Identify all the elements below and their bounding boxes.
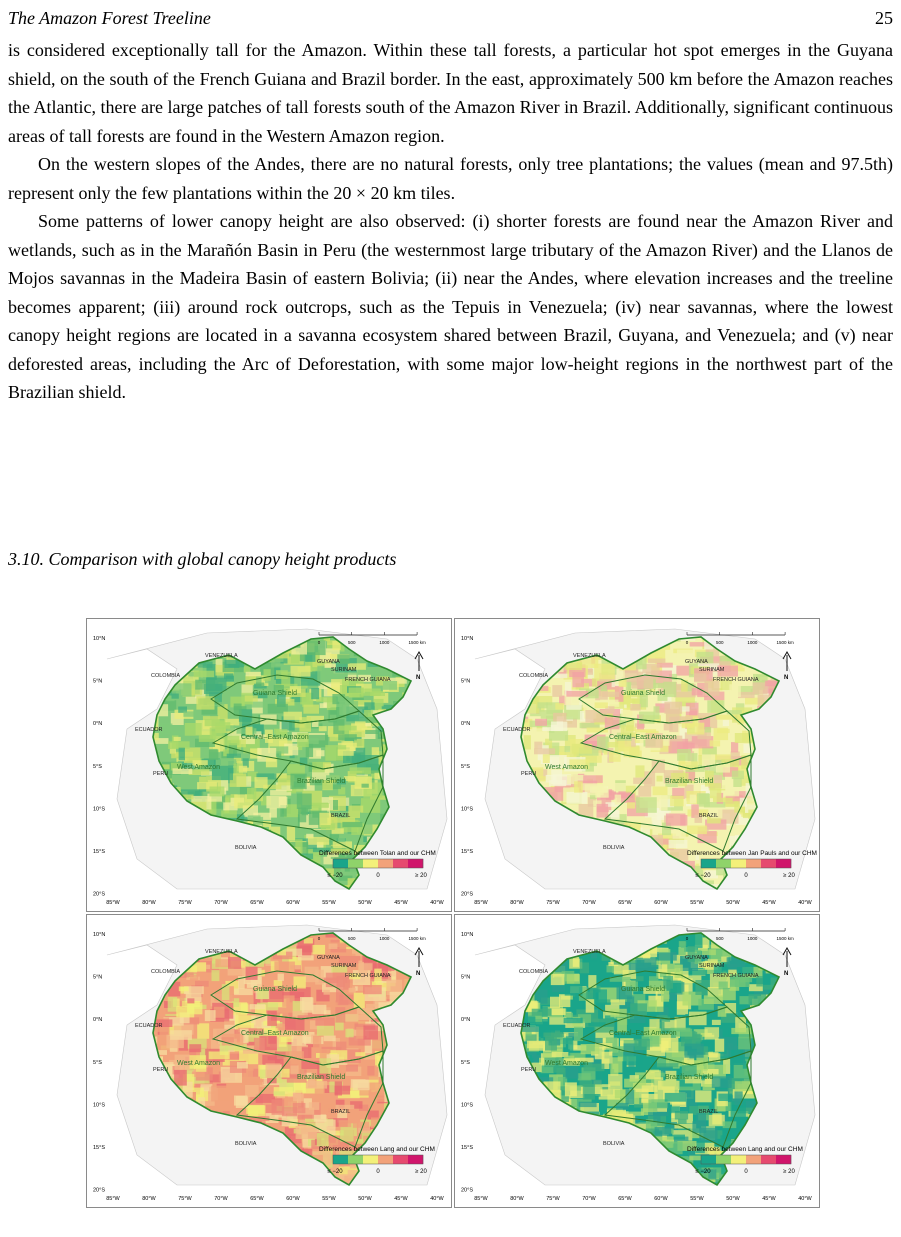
legend-colorbar [333,1155,423,1164]
latitude-tick-label: 0°N [93,721,103,728]
longitude-tick-label: 60°W [286,1196,300,1202]
country-label: VENEZUELA [573,949,606,955]
map-panel-lang [86,914,452,1208]
country-label: PERU [521,771,537,777]
scale-bar-label: 1500 km [408,640,426,645]
longitude-tick-label: 85°W [106,1196,120,1202]
longitude-tick-label: 55°W [322,1196,336,1202]
region-label: West Amazon [545,764,589,771]
latitude-tick-label: 5°N [93,974,103,981]
legend-tick-label: 0 [376,873,380,879]
latitude-tick-label: 5°S [461,1059,470,1066]
region-label: Guiana Shield [621,690,665,697]
country-label: COLOMBIA [151,969,181,975]
latitude-tick-label: 0°N [93,1017,103,1024]
legend-tick-label: ≥ 20 [415,873,427,879]
legend-tick-label: ≤ −20 [695,1169,711,1175]
longitude-tick-label: 45°W [762,900,776,906]
longitude-tick-label: 80°W [142,1196,156,1202]
paragraph: On the western slopes of the Andes, there are no natural forests, only tree plantations; the values (mean and 97.5th) represent only the few plantations within the 20 × 20 km tiles. [8,154,893,203]
latitude-tick-label: 20°S [461,891,473,898]
longitude-tick-label: 50°W [358,900,372,906]
longitude-tick-label: 85°W [106,900,120,906]
region-label: Central–East Amazon [609,1030,677,1037]
country-label: GUYANA [685,955,708,961]
legend-tick-label: ≤ −20 [327,1169,343,1175]
country-label: BRAZIL [699,1109,719,1115]
country-label: BOLIVIA [235,1141,257,1147]
region-label: West Amazon [177,1060,221,1067]
region-label: West Amazon [545,1060,589,1067]
page-number: 25 [875,8,893,28]
country-label: BOLIVIA [603,845,625,851]
longitude-tick-label: 70°W [214,1196,228,1202]
running-head [8,6,893,30]
map-panel-tolan [86,618,452,912]
region-label: Central–East Amazon [609,734,677,741]
figure [86,618,822,1210]
scale-bar-label: 500 [715,640,724,645]
latitude-tick-label: 15°S [461,849,473,856]
longitude-tick-label: 75°W [178,1196,192,1202]
longitude-tick-label: 75°W [546,900,560,906]
longitude-tick-label: 65°W [618,1196,632,1202]
north-label: N [416,971,421,977]
longitude-tick-label: 55°W [322,900,336,906]
longitude-tick-label: 80°W [142,900,156,906]
longitude-tick-label: 50°W [726,1196,740,1202]
longitude-tick-label: 45°W [394,900,408,906]
longitude-tick-label: 75°W [546,1196,560,1202]
latitude-tick-label: 10°S [93,1102,105,1109]
legend-tick-label: ≥ 20 [783,873,795,879]
latitude-tick-label: 15°S [461,1145,473,1152]
region-label: Guiana Shield [621,986,665,993]
longitude-tick-label: 50°W [358,1196,372,1202]
country-label: FRENCH GUIANA [345,677,391,683]
country-label: GUYANA [317,659,340,665]
region-label: Guiana Shield [253,986,297,993]
country-label: GUYANA [685,659,708,665]
running-title: The Amazon Forest Treeline [8,8,211,28]
latitude-tick-label: 20°S [93,891,105,898]
longitude-tick-label: 70°W [582,1196,596,1202]
latitude-tick-label: 5°N [93,678,103,685]
legend-tick-label: 0 [376,1169,380,1175]
longitude-tick-label: 85°W [474,900,488,906]
longitude-tick-label: 65°W [618,900,632,906]
region-label: Brazilian Shield [297,778,346,785]
country-label: PERU [153,1067,169,1073]
longitude-tick-label: 85°W [474,1196,488,1202]
longitude-tick-label: 65°W [250,900,264,906]
latitude-tick-label: 10°S [461,806,473,813]
scale-bar-label: 500 [715,936,724,941]
country-label: ECUADOR [135,1023,163,1029]
longitude-tick-label: 60°W [286,900,300,906]
country-label: SURINAM [331,667,357,673]
legend-tick-label: ≤ −20 [695,873,711,879]
legend-tick-label: ≤ −20 [327,873,343,879]
legend-tick-label: 0 [744,873,748,879]
longitude-tick-label: 40°W [798,1196,812,1202]
country-label: VENEZUELA [205,949,238,955]
country-label: VENEZUELA [573,653,606,659]
legend-colorbar [333,859,423,868]
latitude-tick-label: 0°N [461,1017,471,1024]
latitude-tick-label: 15°S [93,849,105,856]
map-svg [455,915,819,1207]
region-label: Guiana Shield [253,690,297,697]
country-label: FRENCH GUIANA [713,677,759,683]
country-label: BRAZIL [331,813,351,819]
longitude-tick-label: 70°W [214,900,228,906]
section-heading: 3.10. Comparison with global canopy height products [8,549,397,569]
scale-bar-label: 1000 [379,936,390,941]
longitude-tick-label: 40°W [430,1196,444,1202]
longitude-tick-label: 75°W [178,900,192,906]
country-label: SURINAM [699,667,725,673]
latitude-tick-label: 15°S [93,1145,105,1152]
body-text [8,36,893,407]
country-label: VENEZUELA [205,653,238,659]
country-label: FRENCH GUIANA [345,973,391,979]
latitude-tick-label: 10°N [93,636,106,643]
country-label: SURINAM [699,963,725,969]
north-label: N [784,675,789,681]
latitude-tick-label: 20°S [93,1187,105,1194]
latitude-tick-label: 10°S [461,1102,473,1109]
legend-tick-label: 0 [744,1169,748,1175]
longitude-tick-label: 50°W [726,900,740,906]
country-label: ECUADOR [503,727,531,733]
scale-bar-label: 1500 km [776,640,794,645]
scale-bar-label: 1000 [747,936,758,941]
legend-title: Differences between Lang and our CHM [687,1146,803,1153]
region-label: Brazilian Shield [665,1074,714,1081]
latitude-tick-label: 5°N [461,678,471,685]
scale-bar-label: 1500 km [776,936,794,941]
legend-colorbar [701,1155,791,1164]
scale-bar-label: 0 [685,936,689,941]
country-label: ECUADOR [135,727,163,733]
scale-bar-label: 0 [685,640,689,645]
country-label: COLOMBIA [519,969,549,975]
north-label: N [416,675,421,681]
longitude-tick-label: 65°W [250,1196,264,1202]
country-label: COLOMBIA [519,673,549,679]
country-label: ECUADOR [503,1023,531,1029]
longitude-tick-label: 70°W [582,900,596,906]
longitude-tick-label: 60°W [654,900,668,906]
longitude-tick-label: 40°W [798,900,812,906]
scale-bar-label: 500 [347,936,356,941]
paragraph: is considered exceptionally tall for the Amazon. Within these tall forests, a particular hot spot emerges in the Guyana shield, on the south of the French Guiana and Brazil border. In the east, approximately 500 km before the Amazon reaches the Atlantic, there are large patches of tall forests south of the Amazon River in Brazil. Additionally, significant continuous areas of tall forests are found in the Western Amazon region. [8,40,893,146]
longitude-tick-label: 40°W [430,900,444,906]
longitude-tick-label: 45°W [762,1196,776,1202]
country-label: PERU [521,1067,537,1073]
latitude-tick-label: 5°S [93,1059,102,1066]
country-label: SURINAM [331,963,357,969]
longitude-tick-label: 55°W [690,1196,704,1202]
map-panel-pauls [454,618,820,912]
scale-bar-label: 0 [317,936,321,941]
region-label: Central–East Amazon [241,734,309,741]
latitude-tick-label: 5°S [461,763,470,770]
legend-title: Differences between Tolan and our CHM [319,850,436,857]
map-svg [87,619,451,911]
north-label: N [784,971,789,977]
country-label: PERU [153,771,169,777]
map-panel-lang-alt [454,914,820,1208]
legend-colorbar [701,859,791,868]
legend-title: Differences between Lang and our CHM [319,1146,435,1153]
scale-bar-label: 1500 km [408,936,426,941]
scale-bar-label: 1000 [747,640,758,645]
longitude-tick-label: 45°W [394,1196,408,1202]
country-label: GUYANA [317,955,340,961]
region-label: Brazilian Shield [665,778,714,785]
legend-tick-label: ≥ 20 [783,1169,795,1175]
longitude-tick-label: 55°W [690,900,704,906]
scale-bar-label: 0 [317,640,321,645]
country-label: BOLIVIA [603,1141,625,1147]
longitude-tick-label: 60°W [654,1196,668,1202]
paragraph: Some patterns of lower canopy height are also observed: (i) shorter forests are found near the Amazon River and wetlands, such as in the Marañón Basin in Peru (the westernmost large tributary of the Amazon River) and the Llanos de Mojos savannas in the Madeira Basin of eastern Bolivia; (ii) near the Andes, where elevation increases and the treeline becomes apparent; (iii) around rock outcrops, such as the Tepuis in Venezuela; (iv) near savannas, where the lowest canopy height regions are located in a savanna ecosystem shared between Brazil, Guyana, and Venezuela; and (v) near deforested areas, including the Arc of Deforestation, with some major low-height regions in the northwest part of the Brazilian shield. [8,211,893,402]
latitude-tick-label: 5°S [93,763,102,770]
map-svg [87,915,451,1207]
map-svg [455,619,819,911]
legend-tick-label: ≥ 20 [415,1169,427,1175]
latitude-tick-label: 0°N [461,721,471,728]
country-label: BRAZIL [331,1109,351,1115]
scale-bar-label: 1000 [379,640,390,645]
country-label: FRENCH GUIANA [713,973,759,979]
region-label: Central–East Amazon [241,1030,309,1037]
region-label: Brazilian Shield [297,1074,346,1081]
legend-title: Differences between Jan Pauls and our CHM [687,850,817,857]
longitude-tick-label: 80°W [510,900,524,906]
country-label: COLOMBIA [151,673,181,679]
region-label: West Amazon [177,764,221,771]
latitude-tick-label: 20°S [461,1187,473,1194]
latitude-tick-label: 10°S [93,806,105,813]
latitude-tick-label: 10°N [93,932,106,939]
latitude-tick-label: 10°N [461,636,474,643]
country-label: BOLIVIA [235,845,257,851]
scale-bar-label: 500 [347,640,356,645]
longitude-tick-label: 80°W [510,1196,524,1202]
country-label: BRAZIL [699,813,719,819]
latitude-tick-label: 5°N [461,974,471,981]
latitude-tick-label: 10°N [461,932,474,939]
